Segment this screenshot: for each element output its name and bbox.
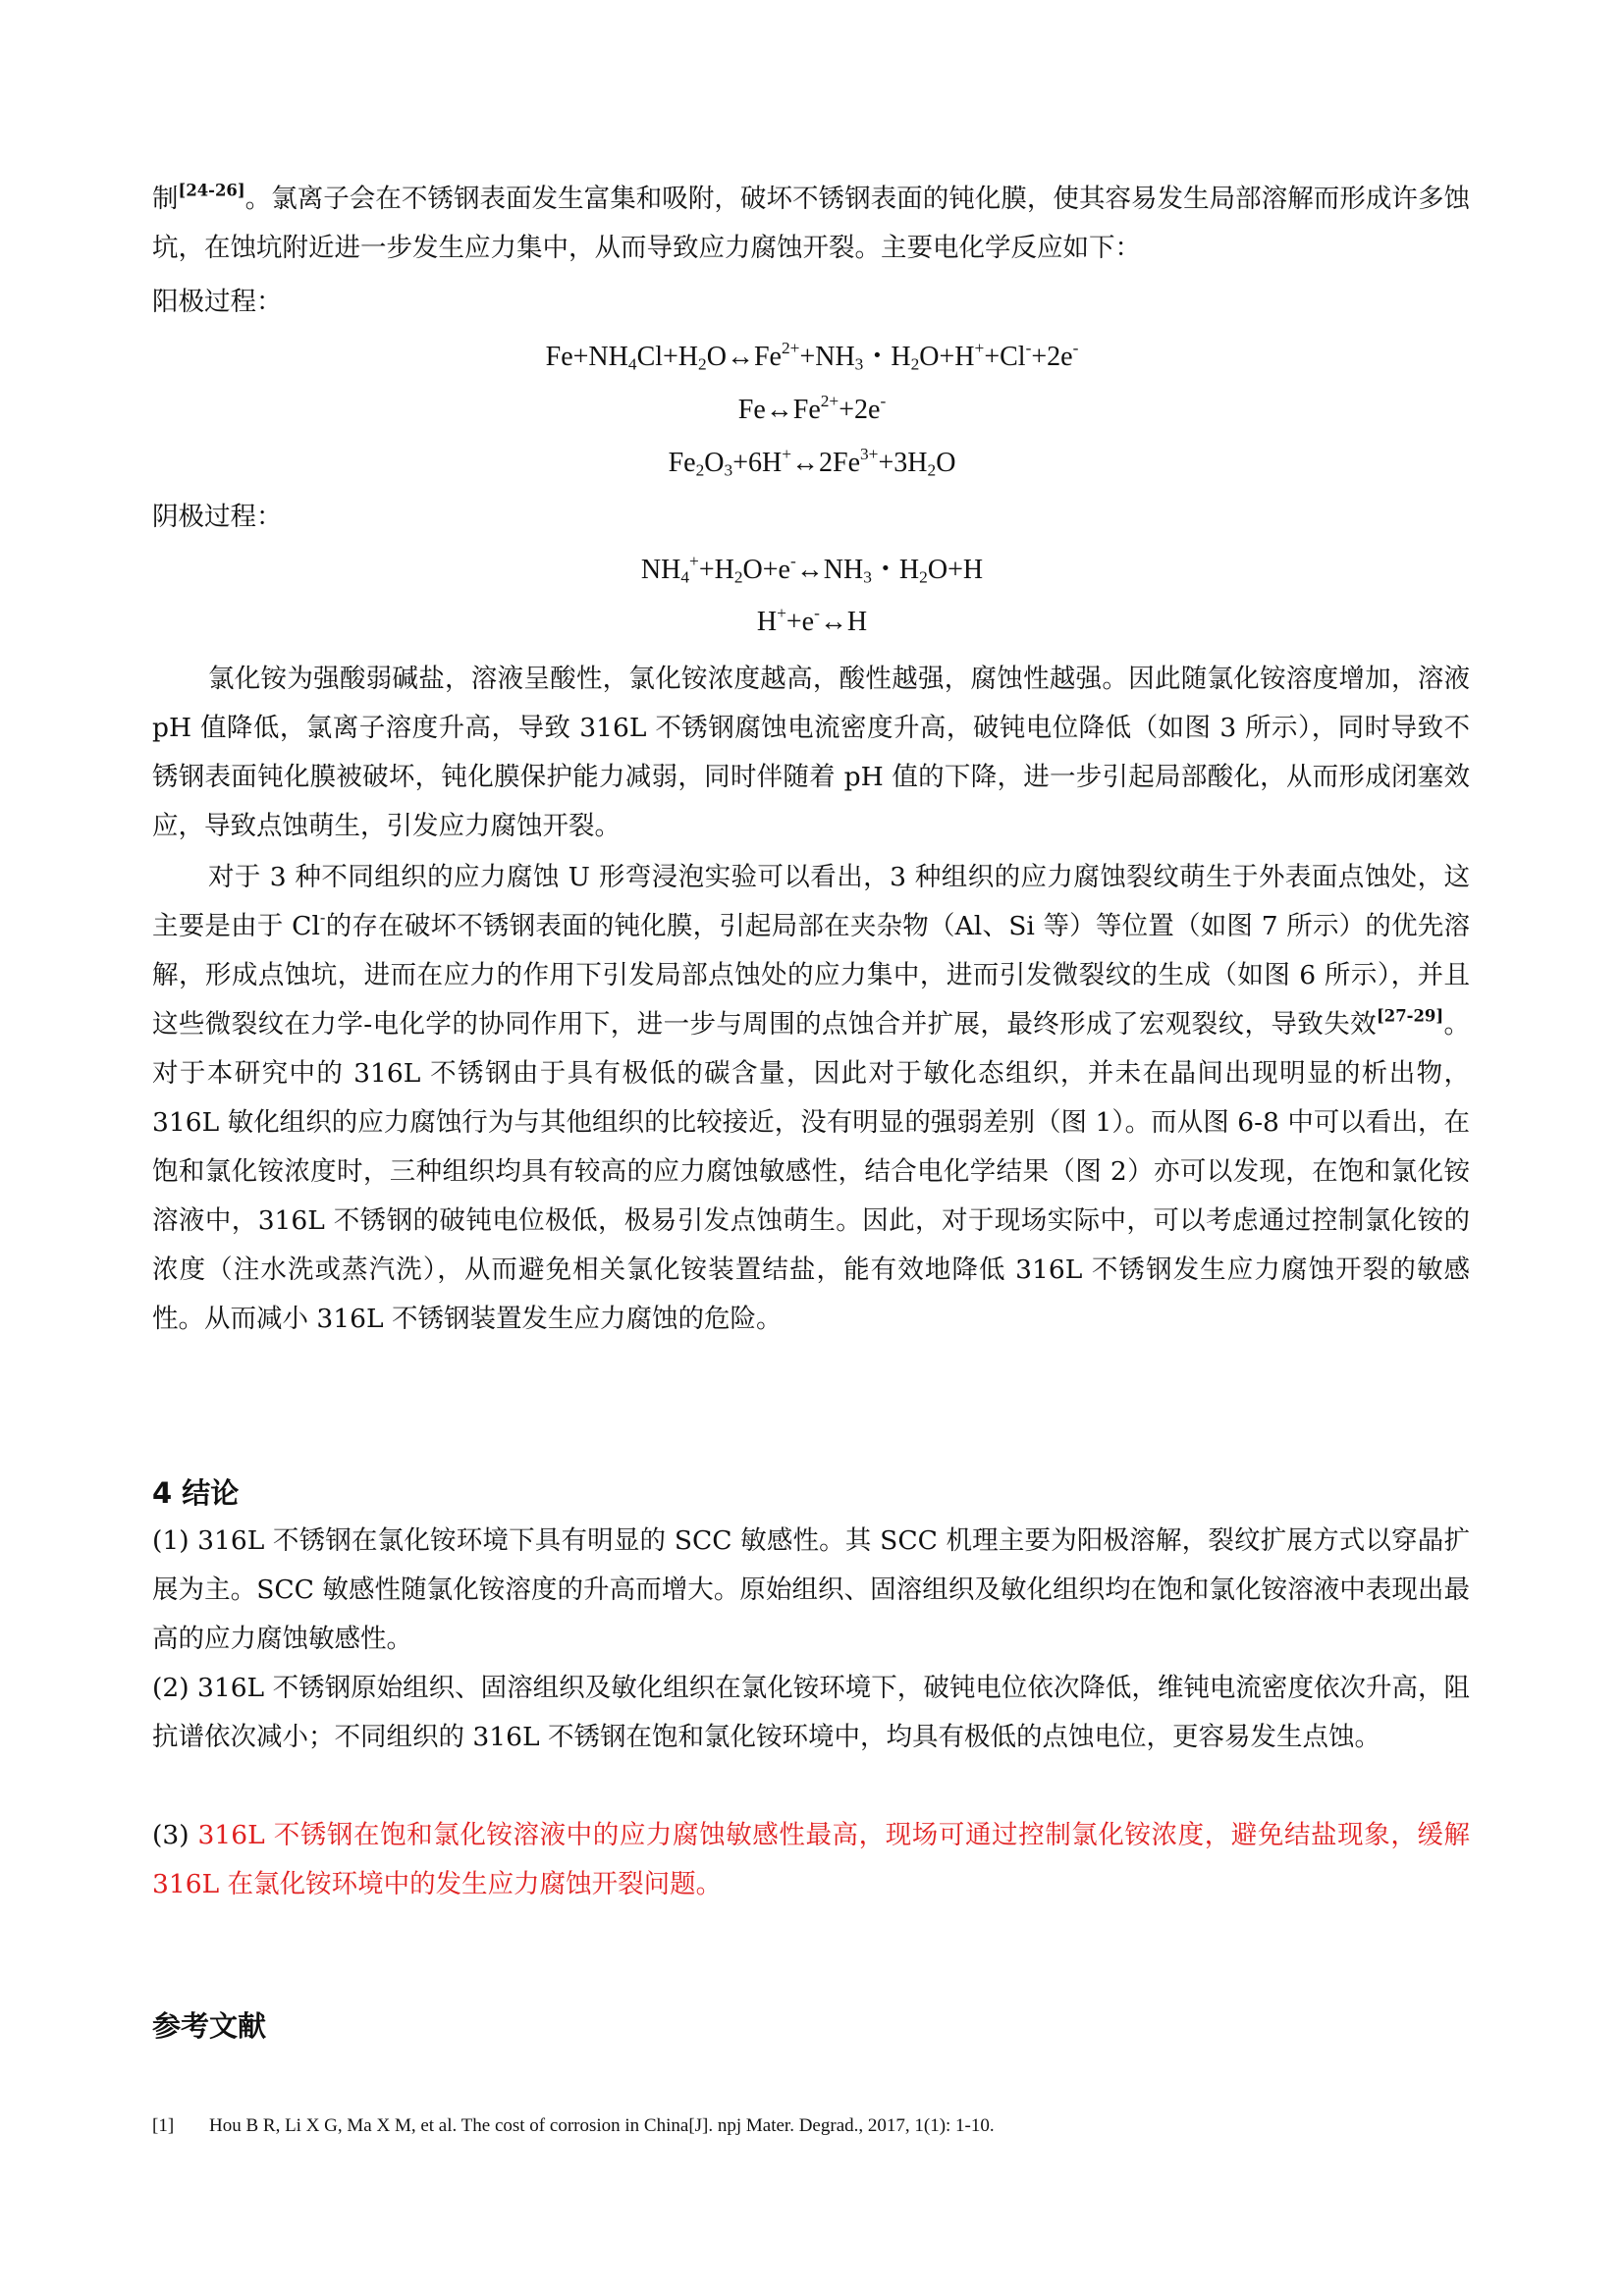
equation-subscript: 4 [680,567,690,587]
equation-term: H [756,607,778,637]
equation-superscript: + [689,551,699,570]
equation-superscript: - [814,603,820,622]
conclusion-3-prefix: (3) [152,1820,198,1850]
equation-subscript: 3 [863,567,872,587]
conclusion-1: (1) 316L 不锈钢在氯化铵环境下具有明显的 SCC 敏感性。其 SCC 机理主要为阳极溶解，裂纹扩展方式以穿晶扩展为主。SCC 敏感性随氯化铵溶度的升高而增大。原始组织、固溶组织及敏化组织均在饱和氯化铵溶液中表现出最高的应力腐蚀敏感性。 [152,1525,1470,1654]
chloride-superscript: - [319,908,326,928]
equation-term: ・H [863,342,911,372]
equation-superscript: - [880,391,887,410]
equation-term: O [704,448,725,478]
intro-start: 制 [152,184,179,214]
anode-label: 阳极过程： [152,287,283,317]
section-heading-conclusion: 4 结论 [152,1476,240,1510]
equation-term: +H [698,555,734,585]
intro-text: 。氯离子会在不锈钢表面发生富集和吸附，破坏不锈钢表面的钝化膜，使其容易发生局部溶解而形成许多蚀坑，在蚀坑附近进一步发生应力集中，从而导致应力腐蚀开裂。主要电化学反应如下： [152,184,1471,263]
equation-subscript: 2 [927,460,937,480]
paragraph-3 [152,853,1470,1344]
para3-part-b: 的存在破坏不锈钢表面的钝化膜，引起局部在夹杂物（Al、Si 等）等位置（如图 7 所示）的优先溶解，形成点蚀坑，进而在应力的作用下引发局部点蚀处的应力集中，进而引发微裂纹的生成（如图 6 所示），并且这些微裂纹在力学-电化学的协同作用下，进一步与周围的点蚀合并扩展，最终形成了宏观裂纹，导致失效 [152,911,1470,1040]
equation-subscript: 2 [733,567,743,587]
equation-term: +2e [839,395,881,425]
equation-term: +6H [732,448,783,478]
intro-paragraph [152,175,1470,273]
equation-superscript: - [790,551,796,570]
equation-superscript: 2+ [820,391,839,410]
equation-anode-1 [0,338,1624,377]
equation-term: +Cl [984,342,1026,372]
citation: [24-26] [178,181,245,200]
equation-term: Fe↔Fe [737,395,821,425]
equation-term: ↔H [819,607,868,637]
equation-superscript: 3+ [860,444,879,463]
equation-subscript: 3 [724,460,733,480]
equation-subscript: 2 [910,354,920,374]
equation-term: ↔2Fe [791,448,860,478]
equation-term: O+e [742,555,790,585]
paragraph-2: 氯化铵为强酸弱碱盐，溶液呈酸性，氯化铵浓度越高，酸性越强，腐蚀性越强。因此随氯化铵溶度增加，溶液 pH 值降低，氯离子溶度升高，导致 316L 不锈钢腐蚀电流密度升高，破钝电位降低（如图 3 所示），同时导致不锈钢表面钝化膜被破坏，钝化膜保护能力减弱，同时伴随着 pH 值的下降，进一步引起局部酸化，从而形成闭塞效应，导致点蚀萌生，引发应力腐蚀开裂。 [152,664,1470,841]
equation-subscript: 2 [698,354,707,374]
equation-term: O+H [927,555,984,585]
equation-subscript: 3 [854,354,864,374]
equation-subscript: 2 [695,460,705,480]
para3-part-c: 。对于本研究中的 316L 不锈钢由于具有极低的碳含量，因此对于敏化态组织，并未在晶间出现明显的析出物，316L 敏化组织的应力腐蚀行为与其他组织的比较接近，没有明显的强弱差别（图 1）。而从图 6-8 中可以看出，在饱和氯化铵浓度时，三种组织均具有较高的应力腐蚀敏感性，结合电化学结果（图 2）亦可以发现，在饱和氯化铵溶液中，316L 不锈钢的破钝电位极低，极易引发点蚀萌生。因此，对于现场实际中，可以考虑通过控制氯化铵的浓度（注水洗或蒸汽洗），从而避免相关氯化铵装置结盐，能有效地降低 316L 不锈钢发生应力腐蚀开裂的敏感性。从而减小 316L 不锈钢装置发生应力腐蚀的危险。 [152,1009,1470,1334]
equation-superscript: + [782,444,791,463]
equation-term: +NH [799,342,855,372]
equation-subscript: 2 [919,567,928,587]
citation: [27-29] [1377,1006,1444,1026]
equation-term: O↔Fe [706,342,782,372]
equation-superscript: + [974,338,985,357]
equation-term: O [936,448,956,478]
equation-term: Cl+H [636,342,699,372]
equation-cathode-1 [0,551,1624,590]
equation-cathode-2 [0,603,1624,642]
references-heading: 参考文献 [152,2009,267,2043]
equation-anode-2 [0,391,1624,430]
equation-superscript: 2+ [781,338,800,357]
equation-superscript: - [1025,338,1032,357]
conclusion-3 [152,1811,1470,1909]
equation-term: Fe+NH [545,342,628,372]
equation-anode-3 [0,444,1624,483]
equation-term: ・H [871,555,920,585]
equation-superscript: + [777,603,786,622]
conclusion-2: (2) 316L 不锈钢原始组织、固溶组织及敏化组织在氯化铵环境下，破钝电位依次降低，维钝电流密度依次升高，阻抗谱依次减小；不同组织的 316L 不锈钢在饱和氯化铵环境中，均具有极低的点蚀电位，更容易发生点蚀。 [152,1673,1470,1752]
para3-part-a: 对于 3 种不同组织的应力腐蚀 U 形弯浸泡实验可以看出，3 种组织的应力腐蚀裂纹萌生于外表面点蚀处，这主要是由于 Cl [152,862,1470,941]
equation-term: +e [785,607,815,637]
conclusion-3-highlight: 316L 不锈钢在饱和氯化铵溶液中的应力腐蚀敏感性最高，现场可通过控制氯化铵浓度，避免结盐现象，缓解 316L 在氯化铵环境中的发生应力腐蚀开裂问题。 [152,1820,1470,1899]
reference-text: Hou B R, Li X G, Ma X M, et al. The cost of corrosion in China[J]. npj Mater. Degrad., 2017, 1(1): 1-10. [209,2115,995,2136]
equation-superscript: - [1072,338,1079,357]
equation-subscript: 4 [627,354,637,374]
equation-term: NH [640,555,681,585]
reference-number: [1] [152,2115,175,2136]
equation-term: O+H [919,342,975,372]
equation-term: Fe [668,448,696,478]
cathode-label: 阴极过程： [152,502,283,532]
equation-term: +2e [1031,342,1073,372]
equation-term: +3H [878,448,928,478]
equation-term: ↔NH [795,555,864,585]
